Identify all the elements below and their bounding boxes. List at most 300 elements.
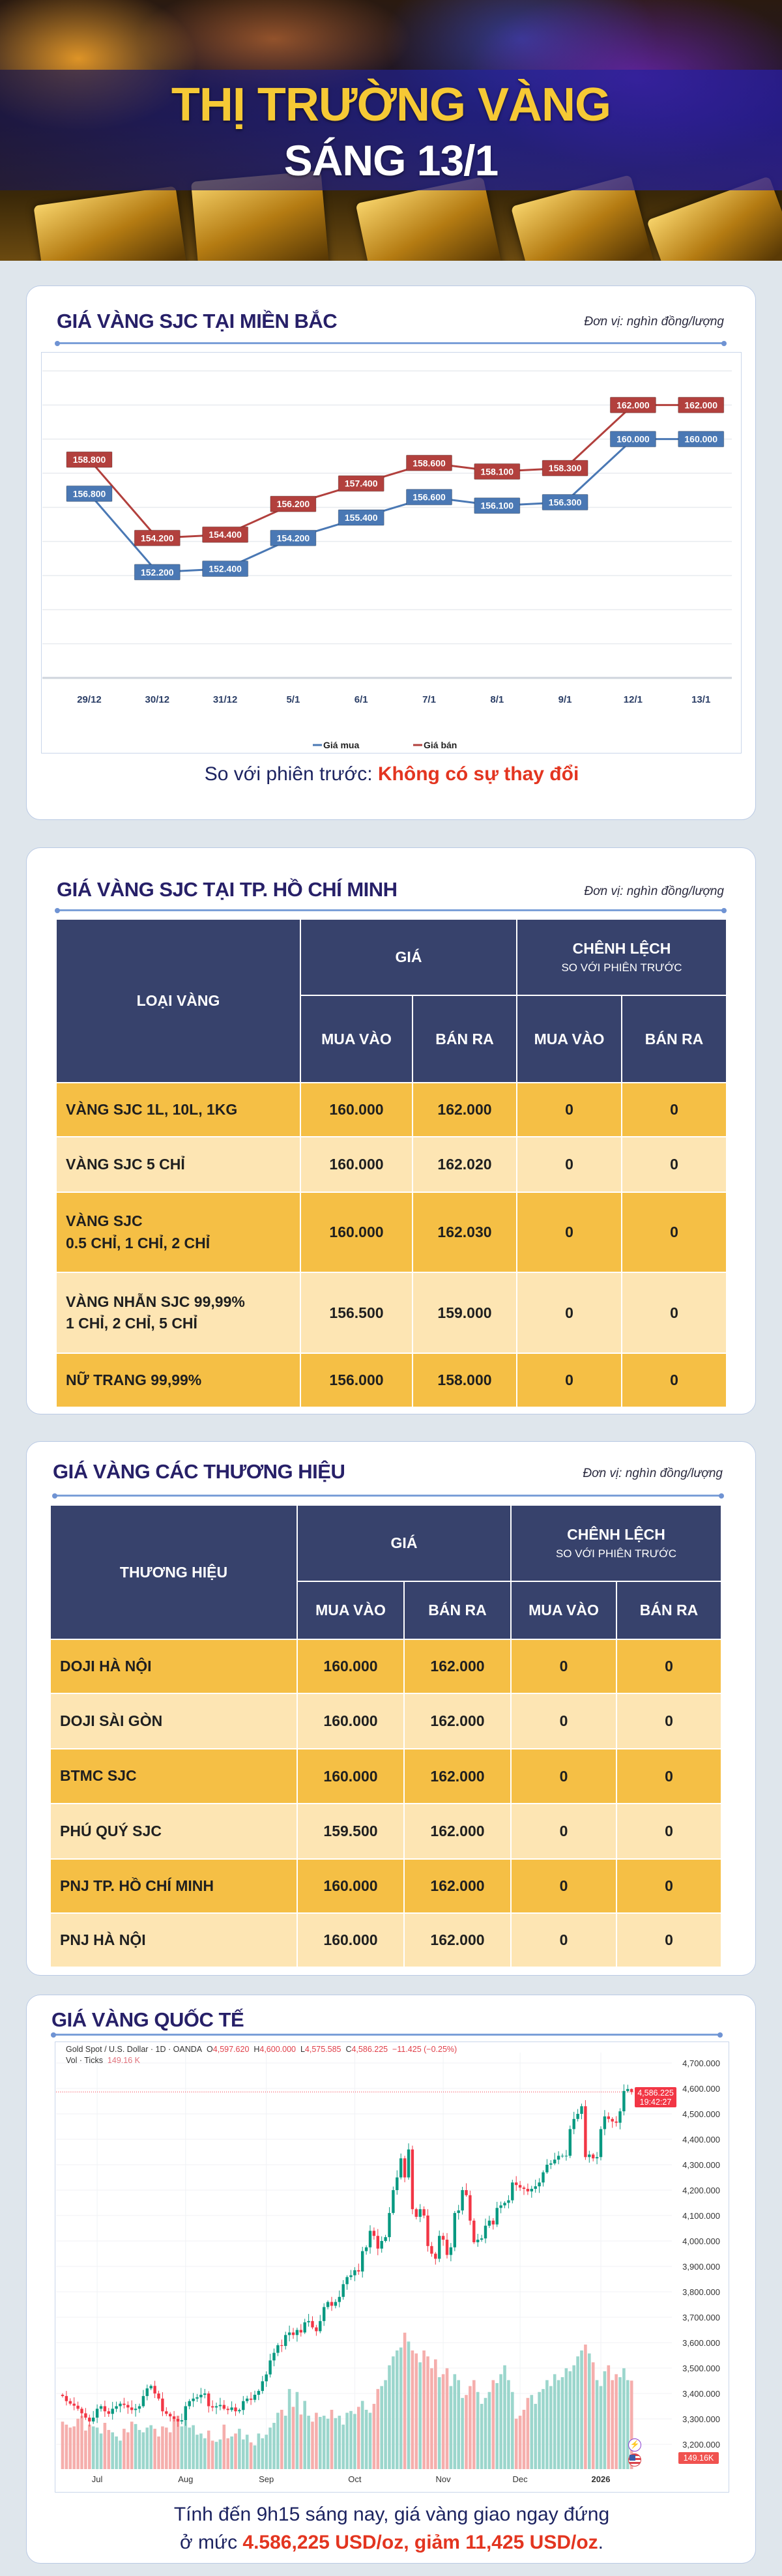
candle (292, 2328, 295, 2339)
header-diff-sub: SO VỚI PHIÊN TRƯỚC (555, 1547, 677, 1560)
x-tick-label: 13/1 (691, 694, 711, 705)
summary-end: . (598, 2532, 604, 2553)
candle-body (618, 2111, 621, 2123)
volume-bar (330, 2410, 334, 2469)
header-col1 (50, 1505, 297, 1639)
volume-bar (357, 2407, 360, 2469)
volume-bar (373, 2404, 376, 2469)
candle (323, 2304, 325, 2326)
candle-body (296, 2330, 298, 2335)
table-row-name-text: VÀNG SJC 1L, 10L, 1KG (66, 1100, 238, 1118)
table-cell-buy-text: 160.000 (323, 1931, 378, 1948)
candle (169, 2412, 171, 2421)
volume-bar (268, 2427, 272, 2469)
volume-bar (611, 2380, 614, 2470)
volume-bar (561, 2377, 564, 2469)
legend-label: Giá mua (323, 740, 360, 750)
volume-bar (303, 2401, 306, 2469)
table-cell-diff-sell (616, 1749, 721, 1804)
volume-bar (534, 2404, 537, 2469)
volume-bar (234, 2433, 237, 2469)
candle-body (153, 2386, 156, 2393)
volume-bar (576, 2356, 579, 2469)
candle (104, 2401, 106, 2417)
x-tick-label: 30/12 (145, 694, 170, 705)
candle (381, 2236, 383, 2253)
candle-body (246, 2399, 248, 2401)
volume-bar (203, 2438, 207, 2469)
table-cell-diff-buy (517, 1137, 622, 1192)
table-cell-diff-buy-text: 0 (565, 1304, 573, 1321)
candle-body (146, 2388, 149, 2396)
data-label-text: 152.200 (140, 566, 174, 578)
table-cell-diff-buy-text: 0 (565, 1223, 573, 1240)
candle (253, 2391, 256, 2403)
candle-body (304, 2322, 306, 2333)
candle-body (165, 2411, 167, 2414)
volume-bar (276, 2413, 280, 2469)
gold-spot-candlestick-chart (27, 1995, 757, 2564)
time-axis-label: Dec (512, 2474, 528, 2484)
candle (388, 2207, 390, 2242)
volume-bar (134, 2424, 138, 2469)
candle-body (238, 2410, 240, 2411)
open-value: 4,597.620 (212, 2045, 250, 2054)
series-line-sell (89, 405, 701, 538)
candle-body (126, 2405, 129, 2408)
volume-bar (396, 2350, 399, 2469)
candle-body (576, 2114, 579, 2119)
table-cell-diff-sell-text: 0 (665, 1767, 673, 1785)
candle-body (573, 2119, 575, 2130)
candle-body (465, 2190, 467, 2195)
lightning-event-icon[interactable]: ⚡ (628, 2438, 641, 2452)
table-cell-buy (300, 1192, 413, 1272)
candle (438, 2231, 441, 2262)
volume-bar (380, 2386, 383, 2469)
price-axis-label: 3,400.000 (682, 2389, 720, 2399)
table-row-name-text: VÀNG SJC 0.5 CHỈ, 1 CHỈ, 2 CHỈ (66, 1212, 210, 1251)
candle-body (377, 2236, 379, 2249)
header-sell-text: BÁN RA (428, 1602, 487, 1618)
header-price (297, 1505, 511, 1581)
candle-body (419, 2209, 422, 2217)
table-row-name-text: VÀNG SJC 5 CHỈ (66, 1155, 185, 1173)
data-label-buy (474, 498, 520, 514)
volume-bar (596, 2380, 599, 2470)
table-cell-sell-text: 162.000 (430, 1931, 485, 1948)
table-cell-sell (404, 1693, 511, 1749)
candle (192, 2393, 194, 2407)
volume-bar (499, 2374, 502, 2469)
table-cell-diff-sell (616, 1804, 721, 1859)
data-label-buy (270, 530, 316, 546)
candle-body (234, 2407, 237, 2411)
volume-legend (66, 2056, 140, 2065)
candle-body (515, 2182, 517, 2185)
candle-body (119, 2404, 121, 2407)
candle (573, 2112, 575, 2134)
summary-value: 4.586,225 USD/oz, giảm 11,425 USD/oz (242, 2532, 598, 2553)
candle-body (80, 2408, 83, 2413)
candle (434, 2252, 437, 2265)
candle (450, 2243, 452, 2261)
candle-body (134, 2408, 137, 2410)
table-cell-sell (404, 1804, 511, 1859)
candle (261, 2376, 264, 2393)
data-label-text: 156.200 (276, 499, 310, 510)
table-cell-buy-text: 156.000 (329, 1371, 384, 1388)
data-label-sell (678, 397, 724, 413)
data-label-sell (66, 452, 112, 467)
volume-bar (519, 2416, 522, 2469)
candle-body (396, 2178, 398, 2191)
candle (426, 2209, 429, 2251)
candle (611, 2117, 614, 2128)
table-cell-diff-sell (622, 1083, 727, 1137)
table-cell-sell-text: 162.000 (430, 1658, 485, 1675)
candle (76, 2401, 79, 2410)
x-tick-label: 9/1 (558, 694, 572, 705)
data-label-buy (407, 490, 452, 505)
volume-bar (542, 2389, 545, 2469)
data-label-text: 156.100 (480, 500, 514, 511)
candle (580, 2103, 583, 2119)
candle (361, 2247, 364, 2277)
candle-body (545, 2165, 548, 2173)
candle (123, 2398, 125, 2408)
volume-bar (450, 2386, 453, 2469)
volume-bar (153, 2429, 156, 2469)
candle (461, 2187, 463, 2215)
candle (549, 2160, 552, 2169)
divider (54, 1495, 722, 1497)
candle-body (603, 2116, 606, 2130)
chart-ohlc-legend (66, 2045, 457, 2054)
candle-body (349, 2276, 352, 2277)
price-axis-label: 3,700.000 (682, 2313, 720, 2322)
volume-bar (457, 2380, 460, 2470)
candle-body (588, 2154, 590, 2157)
header-col1-text: LOẠI VÀNG (136, 992, 220, 1009)
candle (92, 2411, 94, 2424)
table-cell-buy (297, 1859, 404, 1913)
candle (119, 2401, 121, 2412)
candle-body (507, 2201, 510, 2203)
candle (130, 2401, 133, 2414)
x-tick-label: 8/1 (490, 694, 504, 705)
table-cell-diff-buy-text: 0 (565, 1371, 573, 1388)
data-label-buy (66, 486, 112, 501)
candle (446, 2233, 448, 2259)
table-cell-buy-text: 156.500 (329, 1304, 384, 1321)
volume-bar (157, 2437, 160, 2469)
candle (234, 2404, 237, 2416)
table-cell-buy (300, 1353, 413, 1407)
candle-body (553, 2159, 556, 2163)
candle-body (446, 2240, 448, 2255)
candle-body (457, 2210, 460, 2213)
volume-bar (569, 2371, 572, 2469)
candle-body (488, 2221, 491, 2226)
volume-bar (353, 2414, 356, 2469)
volume-bar (119, 2440, 122, 2469)
high-value: 4,600.000 (259, 2045, 296, 2054)
candle (511, 2180, 514, 2203)
volume-bar (603, 2371, 607, 2469)
candle (457, 2205, 460, 2220)
time-axis-label: Nov (435, 2474, 451, 2484)
candle (73, 2397, 76, 2410)
header-price-text: GIÁ (390, 1534, 418, 1551)
candle (338, 2291, 341, 2307)
candle (199, 2388, 202, 2403)
north-sjc-card (26, 285, 756, 820)
volume-bar (246, 2435, 249, 2469)
candle-body (73, 2404, 76, 2406)
summary-line-1: Tính đến 9h15 sáng nay, giá vàng giao ngay đứng (173, 2504, 610, 2525)
volume-bar (430, 2368, 433, 2469)
table-cell-buy (297, 1913, 404, 1967)
table-cell-diff-sell (616, 1639, 721, 1693)
candle (553, 2153, 556, 2165)
candle-body (342, 2284, 345, 2297)
volume-bar (61, 2422, 65, 2469)
time-axis-label: Aug (178, 2474, 194, 2484)
volume-bar (84, 2431, 87, 2469)
candle (357, 2264, 360, 2275)
data-label-text: 157.400 (344, 478, 378, 489)
volume-bar (584, 2345, 587, 2469)
volume-bar (418, 2362, 422, 2469)
candle (223, 2400, 225, 2410)
candle (146, 2384, 149, 2400)
header-diff-text: CHÊNH LỆCH (572, 940, 671, 957)
us-flag-event-icon[interactable] (628, 2453, 641, 2466)
volume-bar (495, 2383, 499, 2469)
candle-body (596, 2157, 598, 2158)
x-tick-label: 29/12 (77, 694, 102, 705)
volume-bar (142, 2433, 145, 2469)
header-diff (517, 919, 727, 995)
candle-body (284, 2335, 287, 2346)
candle (561, 2154, 564, 2158)
header-diff-buy (511, 1581, 616, 1639)
candle (592, 2153, 594, 2161)
candle-body (615, 2122, 617, 2123)
candle-body (403, 2158, 406, 2177)
candle (238, 2408, 240, 2413)
candle (296, 2328, 298, 2341)
volume-bar (184, 2420, 188, 2469)
candle-body (138, 2407, 141, 2409)
candle-body (115, 2407, 117, 2409)
data-label-text: 160.000 (616, 433, 650, 445)
candle (219, 2398, 222, 2410)
table-cell-diff-sell (616, 1913, 721, 1967)
candle-body (311, 2321, 313, 2328)
table-cell-sell (413, 1353, 517, 1407)
price-axis-label: 3,500.000 (682, 2364, 720, 2373)
brands-card (26, 1441, 756, 1976)
candle-body (92, 2418, 94, 2422)
candle (65, 2391, 68, 2405)
volume-bar (403, 2333, 407, 2469)
table-cell-buy-text: 159.500 (323, 1822, 378, 1839)
volume-bar (130, 2422, 134, 2469)
candle-body (142, 2396, 145, 2407)
gold-bar-image (33, 186, 188, 261)
table-cell-diff-sell-text: 0 (670, 1304, 678, 1321)
candle-body (300, 2330, 302, 2333)
volume-bar (369, 2413, 372, 2469)
candle (311, 2316, 313, 2329)
volume-bar (484, 2398, 487, 2469)
volume-bar (211, 2440, 214, 2469)
candle (138, 2404, 141, 2413)
x-tick-label: 7/1 (422, 694, 436, 705)
candle-body (384, 2237, 386, 2241)
data-label-text: 158.100 (480, 466, 514, 477)
table-cell-diff-sell-text: 0 (670, 1371, 678, 1388)
table-cell-sell-text: 162.030 (437, 1223, 492, 1240)
candle-body (334, 2302, 337, 2306)
volume-bar (100, 2433, 103, 2469)
header-sell-text: BÁN RA (435, 1030, 494, 1047)
candle (215, 2403, 218, 2414)
volume-bar (88, 2425, 91, 2469)
candle-body (592, 2154, 594, 2158)
legend-label: Giá bán (424, 740, 457, 750)
price-axis-label: 4,200.000 (682, 2186, 720, 2195)
volume-bar (169, 2433, 172, 2469)
candle-body (492, 2221, 495, 2225)
unit-label: Đơn vị: nghìn đồng/lượng (583, 1467, 723, 1480)
table-cell-sell (413, 1272, 517, 1353)
candle-body (450, 2247, 452, 2255)
table-cell-diff-buy (511, 1859, 616, 1913)
candle (257, 2389, 260, 2400)
candle-body (84, 2413, 87, 2418)
candle-body (319, 2321, 321, 2332)
table-row-name-text: VÀNG NHẪN SJC 99,99% 1 CHỈ, 2 CHỈ, 5 CHỈ (66, 1293, 245, 1332)
table-row-name-text: BTMC SJC (60, 1767, 137, 1785)
candle-body (161, 2399, 164, 2412)
data-label-text: 158.800 (72, 454, 106, 465)
table-cell-diff-buy (517, 1272, 622, 1353)
candle-body (607, 2116, 610, 2119)
candle-body (203, 2393, 206, 2395)
volume-bar (461, 2398, 464, 2469)
candle (515, 2176, 517, 2191)
candle-body (96, 2408, 98, 2418)
candle-body (527, 2189, 529, 2191)
table-cell-sell-text: 162.000 (430, 1767, 485, 1785)
data-label-text: 155.400 (344, 512, 378, 523)
volume-bar (523, 2410, 526, 2469)
volume-bar (365, 2410, 368, 2469)
volume-bar (192, 2425, 195, 2469)
header-buy (297, 1581, 404, 1639)
candle-body (496, 2208, 499, 2224)
candle (142, 2390, 145, 2408)
candle-body (611, 2119, 614, 2122)
volume-bar (272, 2423, 276, 2469)
volume-bar (407, 2341, 411, 2469)
candle-body (250, 2399, 252, 2400)
volume-bar (507, 2380, 510, 2470)
candle (349, 2270, 352, 2280)
candle-body (422, 2209, 425, 2216)
table-cell-diff-sell-text: 0 (665, 1712, 673, 1729)
table-row-name-text: PHÚ QUÝ SJC (60, 1822, 162, 1839)
data-label-text: 158.600 (413, 458, 446, 469)
table-cell-diff-buy (517, 1083, 622, 1137)
price-axis-label: 3,200.000 (682, 2440, 720, 2450)
candle (442, 2233, 444, 2246)
header-diff-sell (622, 995, 727, 1083)
table-cell-sell (404, 1913, 511, 1967)
table-cell-sell-text: 162.000 (437, 1101, 492, 1118)
header-diff-sell-text: BÁN RA (639, 1602, 699, 1618)
hero-title: THỊ TRƯỜNG VÀNG (171, 79, 611, 131)
candle (272, 2349, 275, 2366)
candle (472, 2218, 475, 2244)
volume-bar (65, 2425, 68, 2469)
candle (304, 2319, 306, 2334)
table-cell-sell-text: 162.000 (430, 1712, 485, 1729)
volume-bar (326, 2419, 330, 2469)
volume-label: Vol · Ticks (66, 2056, 103, 2065)
volume-bar (600, 2386, 603, 2469)
candle-body (361, 2251, 364, 2272)
volume-bar (123, 2429, 126, 2469)
candle-body (288, 2332, 291, 2335)
volume-bar (492, 2380, 495, 2470)
candle (84, 2408, 87, 2420)
header-col1 (56, 919, 300, 1083)
candle (307, 2314, 310, 2327)
candle (419, 2204, 422, 2222)
table-cell-buy (297, 1639, 404, 1693)
table-cell-diff-buy-text: 0 (559, 1877, 568, 1894)
data-label-text: 158.300 (548, 463, 582, 474)
table-cell-sell-text: 162.020 (437, 1156, 492, 1173)
candle-body (184, 2407, 187, 2420)
candle-body (157, 2393, 160, 2399)
data-label-sell (610, 397, 656, 413)
volume-bar (392, 2356, 395, 2469)
candle (630, 2088, 633, 2095)
price-axis-label: 3,600.000 (682, 2338, 720, 2348)
volume-bar (319, 2417, 322, 2469)
candle-body (600, 2129, 602, 2157)
sjc-north-line-chart (27, 286, 757, 821)
candle (230, 2401, 233, 2412)
candle (507, 2195, 510, 2208)
data-label-sell (134, 530, 180, 546)
candle-body (195, 2397, 198, 2399)
candle (108, 2408, 110, 2417)
candle (373, 2227, 375, 2240)
table-cell-diff-sell (622, 1272, 727, 1353)
candle (492, 2218, 495, 2230)
divider (57, 909, 725, 911)
volume-bar (388, 2365, 391, 2469)
candle-body (434, 2254, 437, 2259)
volume-bar (480, 2404, 484, 2469)
time-axis-label: Sep (259, 2474, 274, 2484)
